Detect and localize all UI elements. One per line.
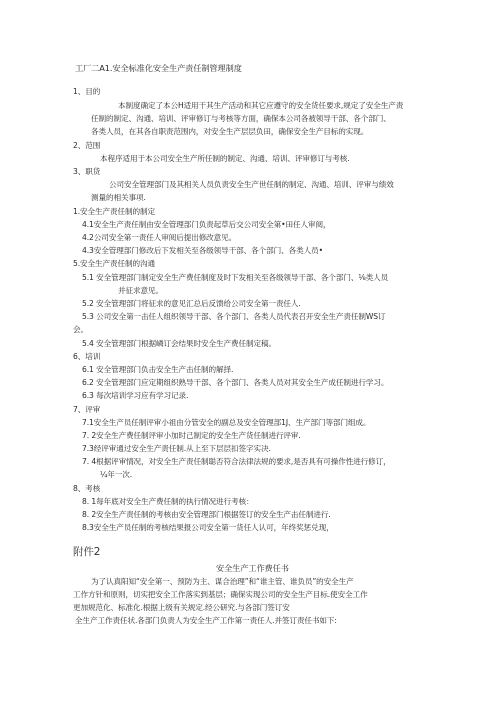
list-item: 8.3安全生产员任制的考核结果报公司安全第一货任人认可，年终奖惩兑现， (82, 523, 334, 532)
list-item-continuation: ¼年一次. (100, 470, 133, 479)
section-heading-communication: 5.安全生产责任制的沟通 (73, 259, 155, 268)
document-title: 工厂二A1.安全标准化安全生产责任制管理制度 (75, 63, 242, 73)
list-item: 4.1安全生产责任制由安全管理部门负责起草后交公司安全第•田任人审阅， (82, 220, 331, 229)
list-item: 5.4 安全管理部门根据嶙订会结果时安全生产费任制定稿。 (82, 339, 276, 348)
paragraph-line: 更加规范化、标准化.根据上级有关规定.经公研究.与各部门签订安 (73, 603, 290, 612)
list-item: 5.1 安全管理部门制定安全生产费任制度及时下发相关至各级领导干部、各个部门、⅛类人员 (82, 273, 389, 282)
list-item-continuation: 会。 (73, 325, 88, 334)
section-heading-review: 7、评审 (73, 405, 101, 414)
list-item: 8. 2安全生产责任制的考核由安全管理部门根据签订的安全生产击任制进行. (82, 510, 331, 519)
list-item: 6.1 安全管理部门负击安全生产击任制的解择. (82, 365, 234, 374)
paragraph-line: 全生产工作责任状.各部门负责人为安全生产工作第一责任人.并签订责任书如下: (75, 616, 337, 625)
list-item-continuation: 并征求意见。 (118, 286, 163, 295)
list-item: 7. 2安全生产费任制评审小加时己制定的安全生产货任制进行评审. (82, 431, 301, 440)
responsibility-letter-title: 安全生产工作费任书 (216, 563, 289, 573)
section-heading-duties: 3、职货 (73, 167, 101, 176)
section-heading-scope: 2、范围 (73, 141, 101, 150)
list-item: 5.3 公司安全第一击任人组织领导干部、各个部门、各类人员代表召开安全生产责任制WS订 (82, 312, 386, 321)
paragraph-line: 测量的相关事项. (91, 193, 146, 202)
list-item: 7.1安全生产员任制评审小祖由分管安全的副总及安全管理部1J、生产部门等部门组成。 (82, 418, 371, 427)
appendix-label: 附件2 (73, 546, 101, 558)
paragraph-line: 任制的制定、沟通、培训、评审修订与考核等方面，确保本公司各被领导干部、各个部门、 (91, 114, 391, 123)
list-item: 6.2 安全管理部门应定期组织熟导干部、各个部门、各类人员对其安全生产成任制进行学习。 (82, 378, 389, 387)
list-item: 7.3经评审通过安全生产责任制.从上至下层层扣签字实决. (82, 444, 271, 453)
list-item: 6.3 每次培训学习应有学习记录. (82, 391, 189, 400)
paragraph-line: 为了认真阳知“安全第一、预防为主、谋合治理”和“谁主管、谁负员”的安全生产 (91, 577, 354, 586)
section-heading-purpose: 1、目的 (73, 87, 101, 96)
paragraph-line: 各类人员，在其各自职责范围内，对安全生产层层负田，确保安全生产目标的实现。 (91, 127, 369, 136)
list-item: 4.2公司安全第一责任人审阅后提出修改意见。 (82, 233, 237, 242)
section-heading-assessment: 8、考核 (73, 484, 101, 493)
list-item: 7. 4根据评审情况，对安全生产责任制聪否符合法律法规的要求,是否具有可操作性进行修订， (82, 457, 391, 466)
section-heading-formulation: 1.安全生产责任制的制定 (73, 207, 155, 216)
paragraph-line: 工作方针和原则，切实把安全工作落实到基层；确保实现公司的安全生产目标.使安全工作 (73, 590, 368, 599)
paragraph-line: 本制度确定了本公H适用干其生产活动和其它应遵守的安全货任要求,规定了安全生产责 (118, 101, 404, 110)
list-item: 5.2 安全管理部门将征求的意见汇总后反馈给公司安全第一责任人. (82, 299, 301, 308)
paragraph-line: 公司安全管理部门及其相关人员负责安全生产世任制的制定、沟通、培训、评审与绩效 (109, 180, 394, 189)
section-heading-training: 6、培训 (73, 352, 101, 361)
list-item: 8. 1每年底对安全生产费任制的执行情况进行考核： (82, 497, 254, 506)
list-item: 4.3安全管理部门修改后下发相关至各级领导干部、各个部门、各类人员• (82, 246, 323, 255)
paragraph-line: 本程序适用于本公司安全生产所任制的制定、沟通、培训、评审修订与考核. (100, 154, 350, 163)
